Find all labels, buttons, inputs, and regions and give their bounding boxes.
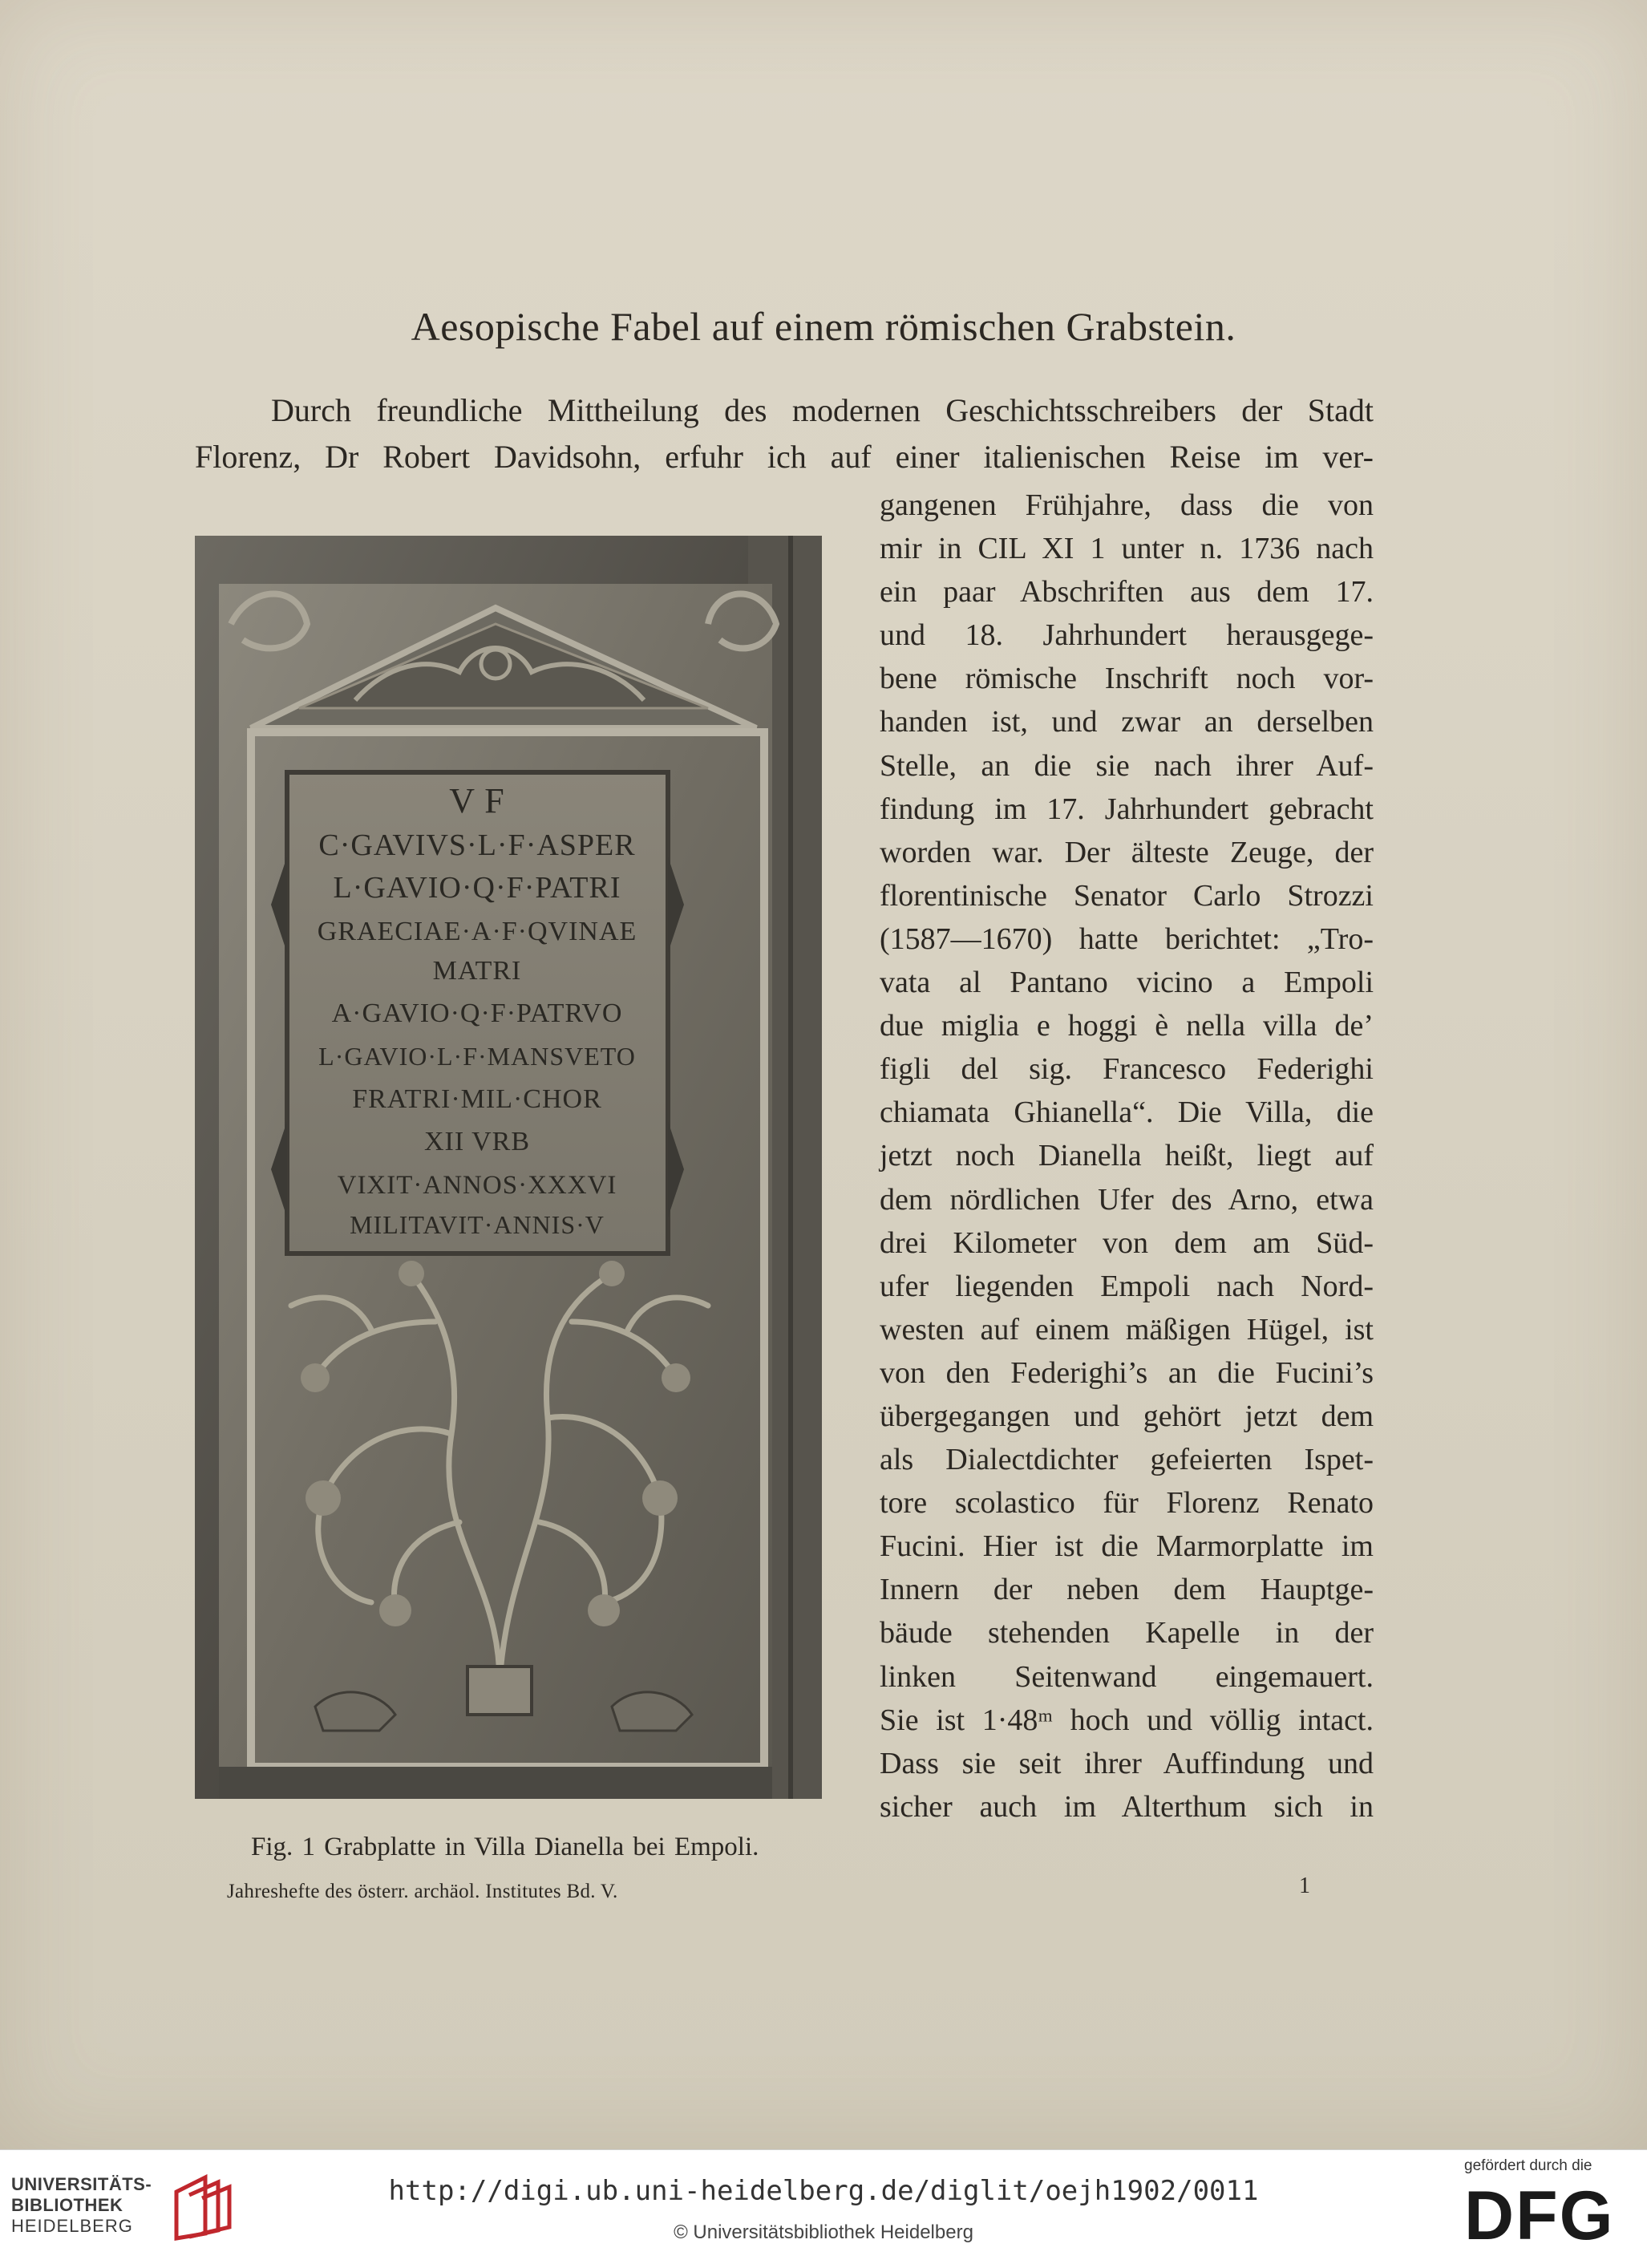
- text-line: mir in CIL XI 1 unter n. 1736 nach: [880, 532, 1374, 566]
- permalink-url[interactable]: http://digi.ub.uni-heidelberg.de/diglit/oejh1902/0011: [388, 2175, 1259, 2207]
- text-line: als Dialectdichter gefeierten Ispet-: [880, 1443, 1374, 1477]
- inscription-line: VIXIT·ANNOS·XXXVI: [337, 1171, 617, 1200]
- text-column-right: [880, 484, 1374, 1829]
- library-name-line: UNIVERSITÄTS-: [11, 2174, 152, 2194]
- viewer-footer: [0, 2149, 1647, 2268]
- text-line: Fucini. Hier ist die Marmorplatte im: [880, 1529, 1374, 1564]
- inscription-line: GRAECIAE·A·F·QVINAE: [317, 917, 637, 946]
- text-line: Stelle, an die sie nach ihrer Auf-: [880, 748, 1374, 783]
- text-line: dem nördlichen Ufer des Arno, etwa: [880, 1182, 1374, 1217]
- figure-caption: Fig. 1 Grabplatte in Villa Dianella bei Empoli.: [251, 1833, 759, 1861]
- inscription-line: C·GAVIVS·L·F·ASPER: [318, 828, 636, 862]
- text-line: florentinische Senator Carlo Strozzi: [880, 878, 1374, 913]
- text-line: drei Kilometer von dem am Süd-: [880, 1225, 1374, 1260]
- text-line: ufer liegenden Empoli nach Nord-: [880, 1269, 1374, 1303]
- text-line: jetzt noch Dianella heißt, liegt auf: [880, 1139, 1374, 1173]
- text-line: due miglia e hoggi è nella villa de’: [880, 1009, 1374, 1043]
- text-line: Innern der neben dem Hauptge-: [880, 1573, 1374, 1607]
- dfg-logo[interactable]: [1464, 2157, 1633, 2262]
- text-line: chiamata Ghianella“. Die Villa, die: [880, 1096, 1374, 1130]
- inscription-line: MATRI: [432, 956, 522, 986]
- text-line: findung im 17. Jahrhundert gebracht: [880, 792, 1374, 826]
- inscription-line: FRATRI·MIL·CHOR: [352, 1084, 602, 1114]
- text-line: linken Seitenwand eingemauert.: [880, 1659, 1374, 1694]
- lead-paragraph: [195, 387, 1374, 480]
- text-line: Dass sie seit ihrer Auffindung und: [880, 1746, 1374, 1780]
- text-line: und 18. Jahrhundert herausgege-: [880, 618, 1374, 653]
- text-line: bäude stehenden Kapelle in der: [880, 1616, 1374, 1650]
- text-line: sicher auch im Alterthum sich in: [880, 1789, 1374, 1824]
- text-line: bene römische Inschrift noch vor-: [880, 662, 1374, 696]
- inscription-line: XII VRB: [424, 1127, 530, 1156]
- inscription-line: MILITAVIT·ANNIS·V: [350, 1210, 605, 1239]
- text-line: ein paar Abschriften aus dem 17.: [880, 575, 1374, 610]
- journal-line: Jahreshefte des österr. archäol. Institutes Bd. V.: [227, 1881, 618, 1902]
- text-line: vata al Pantano vicino a Empoli: [880, 966, 1374, 1000]
- text-line: von den Federighi’s an die Fucini’s: [880, 1355, 1374, 1390]
- text-line: tore scolastico für Florenz Renato: [880, 1486, 1374, 1521]
- figure-tombstone-photo: [195, 536, 822, 1799]
- inscription-line: L·GAVIO·L·F·MANSVETO: [318, 1042, 636, 1071]
- library-name-line: BIBLIOTHEK: [11, 2195, 123, 2215]
- dfg-wordmark: DFG: [1464, 2177, 1615, 2254]
- text-line: Florenz, Dr Robert Davidsohn, erfuhr ich auf einer italienischen Reise im ver-: [195, 439, 1374, 475]
- inscription-line: L·GAVIO·Q·F·PATRI: [333, 871, 621, 905]
- text-line: westen auf einem mäßigen Hügel, ist: [880, 1312, 1374, 1347]
- text-line: handen ist, und zwar an derselben: [880, 705, 1374, 739]
- page-number: 1: [1299, 1873, 1310, 1898]
- article-title: Aesopische Fabel auf einem römischen Grabstein.: [411, 304, 1236, 349]
- text-line: worden war. Der älteste Zeuge, der: [880, 835, 1374, 869]
- inscription-line: A·GAVIO·Q·F·PATRVO: [331, 998, 623, 1028]
- text-line: übergegangen und gehört jetzt dem: [880, 1399, 1374, 1433]
- text-line: Sie ist 1·48ᵐ hoch und völlig intact.: [880, 1703, 1374, 1737]
- text-line: figli del sig. Francesco Federighi: [880, 1052, 1374, 1087]
- copyright-notice: © Universitätsbibliothek Heidelberg: [674, 2221, 973, 2243]
- text-line: (1587—1670) hatte berichtet: „Tro-: [880, 921, 1374, 956]
- text-line: Durch freundliche Mittheilung des modernen Geschichtsschreibers der Stadt: [271, 392, 1374, 428]
- library-name-line: HEIDELBERG: [11, 2216, 133, 2236]
- text-line: gangenen Frühjahre, dass die von: [880, 488, 1374, 522]
- inscription-line: V F: [449, 781, 505, 820]
- sponsor-text: gefördert durch die: [1464, 2157, 1592, 2174]
